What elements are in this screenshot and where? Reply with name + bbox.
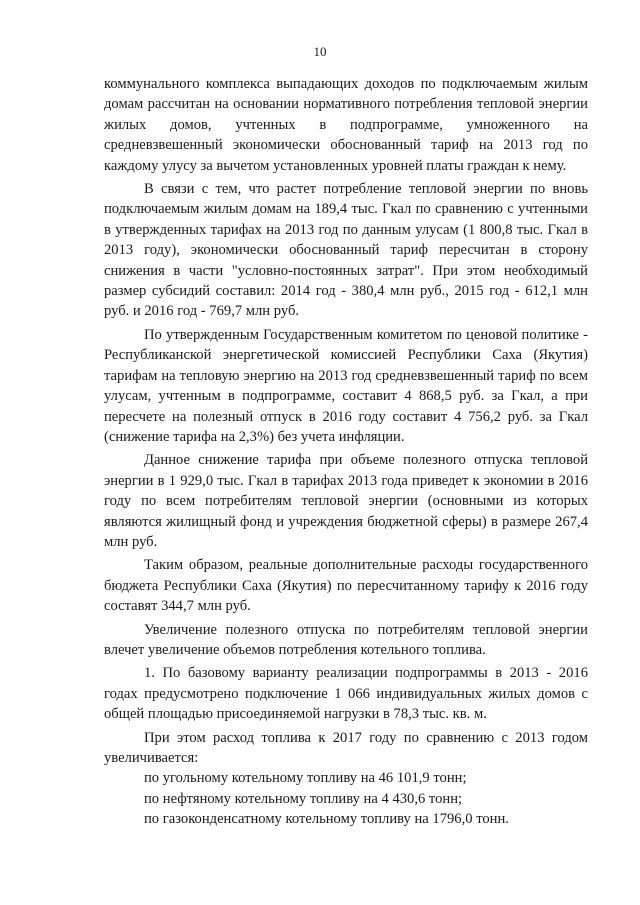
list-item-coal: по угольному котельному топливу на 46 101,9 тонн;	[144, 770, 467, 787]
paragraph-tariff-recalculation: В связи с тем, что растет потребление тепловой энергии по вновь подключаемым жилым домам на 189,4 тыс. Гкал по сравнению с учтенными в утвержденных тарифах на 2013 год по данным улусам (1 800,8 тыс. Гкал в 2013 году), экономически обоснованный тариф пересчитан в сторону снижения в части "условно-постоянных затрат". При этом необходимый размер субсидий составил: 2014 год - 380,4 млн руб., 2015 год - 612,1 млн руб. и 2016 год - 769,7 млн руб.	[104, 181, 588, 320]
paragraph-approved-tariffs: По утвержденным Государственным комитетом по ценовой политике - Республиканской энергетической комиссией Республики Саха (Якутия) тарифам на тепловую энергию на 2013 год средневзвешенный тариф по всем улусам, учтенным в подпрограмме, составит 4 868,5 руб. за Гкал, а при пересчете на полезный отпуск в 2016 году составит 4 756,2 руб. за Гкал (снижение тарифа на 2,3%) без учета инфляции.	[104, 326, 588, 445]
paragraph-real-expenses: Таким образом, реальные дополнительные расходы государственного бюджета Республики Саха (Якутия) по пересчитанному тарифу к 2016 году составят 344,7 млн руб.	[104, 557, 588, 615]
paragraph-fuel-increase: При этом расход топлива к 2017 году по сравнению с 2013 годом увеличивается:	[104, 729, 588, 766]
paragraph-continuation: коммунального комплекса выпадающих доходов по подключаемым жилым домам рассчитан на основании нормативного потребления тепловой энергии жилых домов, учтенных в подпрограмме, умноженного на средневзвешенный экономически обоснованный тариф на 2013 год по каждому улусу за вычетом установленных уровней платы граждан к нему.	[104, 76, 588, 174]
list-item-oil: по нефтяному котельному топливу на 4 430,6 тонн;	[144, 790, 463, 807]
paragraph-base-variant: 1. По базовому варианту реализации подпрограммы в 2013 - 2016 годах предусмотрено подключение 1 066 индивидуальных жилых домов с общей площадью присоединяемой нагрузки в 78,3 тыс. кв. м.	[104, 665, 588, 723]
list-item-gas-condensate: по газоконденсатному котельному топливу на 1796,0 тонн.	[144, 811, 509, 828]
page-number: 10	[313, 44, 327, 59]
paragraph-fuel-consumption: Увеличение полезного отпуска по потребителям тепловой энергии влечет увеличение объемов потребления котельного топлива.	[104, 621, 588, 658]
paragraph-tariff-reduction: Данное снижение тарифа при объеме полезного отпуска тепловой энергии в 1 929,0 тыс. Гкал в тарифах 2013 года приведет к экономии в 2016 году по всем потребителям тепловой энергии (основными из которых являются жилищный фонд и учреждения бюджетной сферы) в размере 267,4 млн руб.	[104, 452, 588, 550]
document-body	[104, 74, 588, 830]
